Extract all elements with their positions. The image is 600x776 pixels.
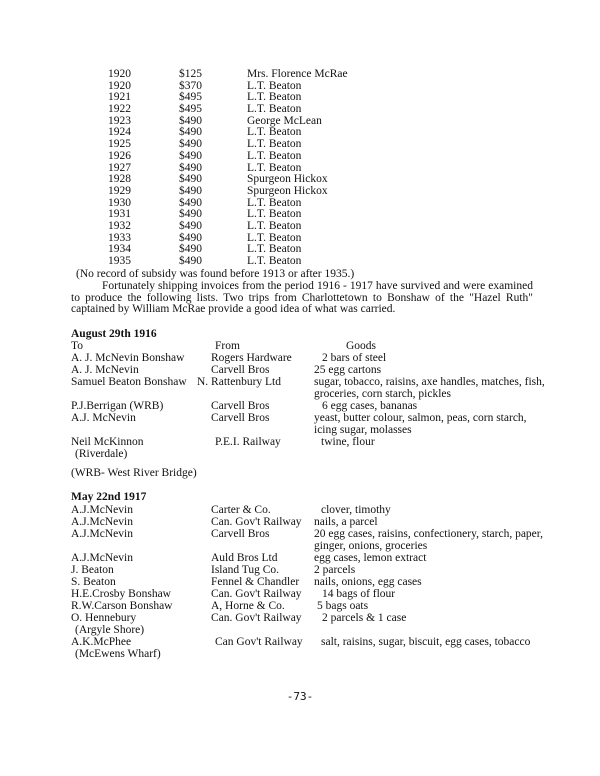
- captain-name: L.T. Beaton: [247, 91, 302, 104]
- amount: $490: [179, 231, 202, 244]
- year: 1921: [108, 91, 131, 104]
- goods: 25 egg cartons: [314, 364, 382, 376]
- captain-name: George McLean: [247, 114, 322, 127]
- goods: nails, a parcel: [314, 516, 378, 528]
- sender: Rogers Hardware: [211, 352, 292, 364]
- trip1-table: [71, 341, 551, 461]
- subsidy-note: (No record of subsidy was found before 1913 or after 1935.): [76, 268, 355, 280]
- recipient: R.W.Carson Bonshaw: [71, 600, 173, 612]
- sender: A, Horne & Co.: [211, 600, 285, 612]
- recipient: Samuel Beaton Bonshaw: [71, 376, 187, 388]
- amount: $490: [179, 184, 202, 197]
- year: 1926: [108, 149, 131, 162]
- year: 1920: [108, 79, 131, 92]
- captain-name: L.T. Beaton: [247, 219, 302, 232]
- amount: $370: [179, 79, 202, 92]
- year: 1920: [108, 68, 131, 80]
- year: 1923: [108, 114, 131, 127]
- wrb-footnote: (WRB- West River Bridge): [71, 467, 197, 479]
- sender: Carter & Co.: [211, 504, 271, 516]
- recipient: A.J.McNevin: [71, 504, 133, 516]
- sender: Carvell Bros: [211, 364, 270, 376]
- subsidy-row: [0, 186, 600, 198]
- recipient: A.J.McNevin: [71, 528, 133, 540]
- amount: $490: [179, 173, 202, 186]
- captain-name: L.T. Beaton: [247, 126, 302, 139]
- recipient: A.J.McNevin: [71, 552, 133, 564]
- goods: 5 bags oats: [317, 600, 369, 612]
- col-goods: Goods: [346, 340, 377, 352]
- recipient: [71, 613, 211, 636]
- captain-name: L.T. Beaton: [247, 103, 302, 116]
- goods: yeast, butter colour, salmon, peas, corn starch, icing sugar, molasses: [314, 412, 527, 436]
- captain-name: L.T. Beaton: [247, 138, 302, 151]
- year: 1930: [108, 196, 131, 209]
- sender: Can. Gov't Railway: [211, 612, 302, 624]
- table-row: [71, 637, 551, 661]
- captain-name: L.T. Beaton: [247, 243, 302, 256]
- year: 1927: [108, 161, 131, 174]
- amount: $490: [179, 219, 202, 232]
- recipient-name: O. Hennebury: [71, 612, 137, 624]
- goods: 2 parcels & 1 case: [322, 612, 407, 624]
- recipient: S. Beaton: [71, 576, 116, 588]
- goods: 2 parcels: [314, 564, 356, 576]
- recipient-location: (Riverdale): [75, 447, 128, 460]
- recipient: [71, 437, 211, 460]
- recipient: P.J.Berrigan (WRB): [71, 400, 164, 412]
- sender: Carvell Bros: [211, 400, 270, 412]
- trip2-heading: May 22nd 1917: [71, 491, 147, 503]
- captain-name: L.T. Beaton: [247, 149, 302, 162]
- captain-name: L.T. Beaton: [247, 161, 302, 174]
- captain-name: L.T. Beaton: [247, 196, 302, 209]
- table-row: [71, 553, 551, 565]
- recipient: J. Beaton: [71, 564, 114, 576]
- trip1-heading: August 29th 1916: [71, 328, 157, 340]
- trip2-table: [71, 505, 551, 661]
- year: 1922: [108, 103, 131, 116]
- goods: 20 egg cases, raisins, confectionery, starch, paper, ginger, onions, groceries: [314, 528, 544, 552]
- recipient: A.J. McNevin: [71, 412, 136, 424]
- amount: $495: [179, 103, 202, 116]
- table-row: [71, 529, 551, 553]
- amount: $490: [179, 161, 202, 174]
- recipient: A.J.McNevin: [71, 516, 133, 528]
- col-from: From: [215, 340, 240, 352]
- amount: $495: [179, 91, 202, 104]
- sender: Can. Gov't Railway: [211, 588, 302, 600]
- table-row: [71, 601, 551, 613]
- sender: Can. Gov't Railway: [211, 516, 302, 528]
- table-row: [71, 413, 551, 437]
- sender: Carvell Bros: [211, 528, 270, 540]
- year: 1933: [108, 231, 131, 244]
- goods: 14 bags of flour: [322, 588, 396, 600]
- subsidy-row: [0, 104, 600, 116]
- amount: $490: [179, 243, 202, 256]
- captain-name: L.T. Beaton: [247, 79, 302, 92]
- page-number: -73-: [286, 690, 314, 703]
- amount: $490: [179, 138, 202, 151]
- sender: Island Tug Co.: [211, 564, 280, 576]
- year: 1925: [108, 138, 131, 151]
- captain-name: L.T. Beaton: [247, 255, 302, 267]
- table-row: [71, 353, 551, 365]
- recipient-location: (Argyle Shore): [75, 623, 145, 636]
- recipient: [71, 637, 211, 660]
- year: 1924: [108, 126, 131, 139]
- year: 1935: [108, 255, 131, 267]
- goods: nails, onions, egg cases: [314, 576, 422, 588]
- amount: $490: [179, 196, 202, 209]
- year: 1934: [108, 243, 131, 256]
- year: 1929: [108, 184, 131, 197]
- captain-name: L.T. Beaton: [247, 231, 302, 244]
- recipient: H.E.Crosby Bonshaw: [71, 588, 171, 600]
- year: 1932: [108, 219, 131, 232]
- amount: $490: [179, 126, 202, 139]
- amount: $490: [179, 114, 202, 127]
- sender: Fennel & Chandler: [211, 576, 300, 588]
- goods: clover, timothy: [321, 504, 391, 516]
- year: 1931: [108, 208, 131, 221]
- goods: twine, flour: [321, 436, 375, 448]
- goods: salt, raisins, sugar, biscuit, egg cases, tobacco: [321, 636, 531, 648]
- goods: egg cases, lemon extract: [314, 552, 427, 564]
- recipient: A. J. McNevin: [71, 364, 139, 376]
- recipient-name: A.K.McPhee: [71, 636, 132, 648]
- intro-paragraph: Fortunately shipping invoices from the period 1916 - 1917 have survived and were examined to produce the following lists. Two trips from Charlottetown to Bonshaw of the "Hazel Ruth" captained by William McRae provide a good idea of what was carried.: [71, 280, 533, 316]
- amount: $490: [179, 149, 202, 162]
- subsidy-row: [0, 221, 600, 233]
- captain-name: Spurgeon Hickox: [247, 184, 328, 197]
- captain-name: L.T. Beaton: [247, 208, 302, 221]
- recipient: A. J. McNevin Bonshaw: [71, 352, 185, 364]
- amount: $125: [179, 68, 202, 80]
- captain-name: Spurgeon Hickox: [247, 173, 328, 186]
- amount: $490: [179, 208, 202, 221]
- recipient-name: Neil McKinnon: [71, 436, 144, 448]
- sender: Carvell Bros: [211, 412, 270, 424]
- subsidy-row: [0, 69, 600, 81]
- table-row: [71, 565, 551, 577]
- amount: $490: [179, 255, 202, 267]
- sender: P.E.I. Railway: [215, 436, 281, 448]
- table-row: [71, 377, 551, 401]
- sender: Auld Bros Ltd: [211, 552, 278, 564]
- col-to: To: [71, 340, 83, 352]
- recipient-location: (McEwens Wharf): [75, 647, 161, 660]
- subsidy-row: [0, 256, 600, 268]
- goods: 2 bars of steel: [322, 352, 387, 364]
- table-row: [71, 613, 551, 637]
- year: 1928: [108, 173, 131, 186]
- captain-name: Mrs. Florence McRae: [247, 68, 348, 80]
- subsidy-row: [0, 151, 600, 163]
- sender: N. Rattenbury Ltd: [197, 376, 281, 388]
- table-row: [71, 505, 551, 517]
- goods: 6 egg cases, bananas: [322, 400, 418, 412]
- subsidy-table: [0, 69, 600, 268]
- table-row: [71, 437, 551, 461]
- goods: sugar, tobacco, raisins, axe handles, matches, fish, groceries, corn starch, pickles: [314, 376, 545, 400]
- sender: Can Gov't Railway: [215, 636, 303, 648]
